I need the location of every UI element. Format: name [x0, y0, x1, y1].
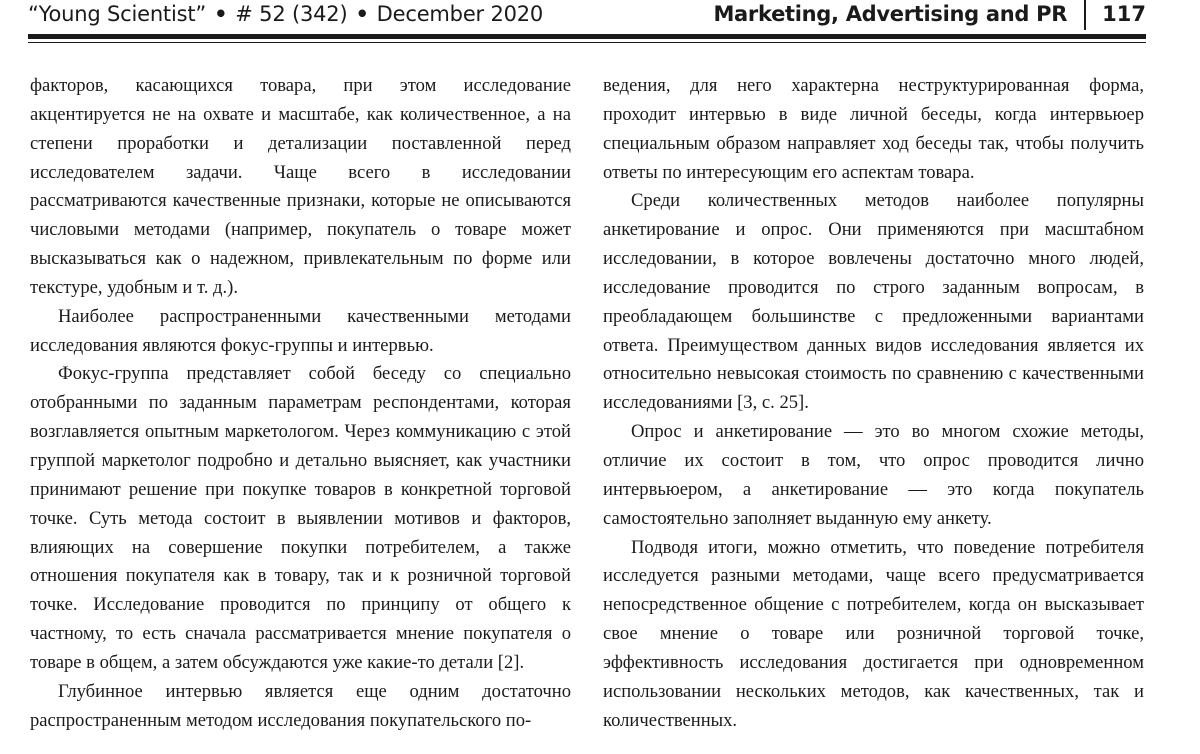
paragraph: Подводя итоги, можно отметить, что поведение потребителя исследуется разными методами, чаще всего предусматривается непосредственное общение с потребителем, когда он высказывает свое мнение о товаре или розничной торговой точке, эффективность исследования достигается при одновременном использовании нескольких методов, как качественных, так и количественных.: [603, 536, 1144, 731]
issue-date: December 2020: [376, 2, 544, 26]
issue-number: # 52 (342): [235, 2, 348, 26]
paragraph: факторов, касающихся товара, при этом исследование акцентируется не на охвате и масштабе, как количественное, а на степени проработки и детализации поставленной перед исследователем задачи. Чаще всего в исследовании рассматриваются качественные признаки, которые не описываются числовыми методами (например, покупатель о товаре может высказываться как о надежном, привлекательным по форме или текстуре, удобным и т. д.).: [30, 75, 571, 298]
journal-title: “Young Scientist”: [28, 2, 207, 26]
header-rule-thick: [28, 34, 1146, 39]
separator-dot-icon: •: [355, 2, 369, 26]
left-column: [30, 72, 571, 735]
paragraph: Глубинное интервью является еще одним достаточно распространенным методом исследования покупательского по-: [30, 680, 571, 731]
paragraph: Среди количественных методов наиболее популярны анкетирование и опрос. Они применяются при масштабном исследовании, в которое вовлечены достаточно много людей, исследование проводится по строго заданным вопросам, в преобладающем большинстве с предложенными вариантами ответа. Преимуществом данных видов исследования является их относительно невысокая стоимость по сравнению с качественными исследованиями [3, с. 25].: [603, 190, 1144, 414]
separator-dot-icon: •: [214, 2, 228, 26]
header-divider: [1084, 0, 1086, 30]
page-number: 117: [1102, 2, 1146, 26]
paragraph: ведения, для него характерна неструктурированная форма, проходит интервью в виде личной беседы, когда интервьюер специальным образом направляет ход беседы так, чтобы получить ответы по интересующим его аспектам товара.: [603, 75, 1144, 183]
running-header-right: [713, 0, 1146, 30]
running-header: [28, 0, 1146, 36]
running-header-left: [28, 0, 543, 28]
paragraph: Опрос и анкетирование — это во многом схожие методы, отличие их состоит в том, что опрос проводится лично интервьюером, а анкетирование — это когда покупатель самостоятельно заполняет выданную ему анкету.: [603, 421, 1144, 529]
section-title: Marketing, Advertising and PR: [713, 2, 1068, 26]
right-column: [603, 72, 1144, 735]
header-rule-thin: [28, 42, 1146, 43]
paragraph: Наиболее распространенными качественными методами исследования являются фокус-группы и интервью.: [30, 305, 571, 356]
paragraph: Фокус-группа представляет собой беседу со специально отобранными по заданным параметрам респондентами, которая возглавляется опытным маркетологом. Через коммуникацию с этой группой маркетолог подробно и детально выясняет, как участники принимают решение при покупке товаров в конкретной торговой точке. Суть метода состоит в выявлении мотивов и факторов, влияющих на совершение покупки потребителем, а также отношения покупателя как в товару, так и к розничной торговой точке. Исследование проводится по принципу от общего к частному, то есть сначала рассматривается мнение покупателя о товаре в общем, а затем обсуждаются уже какие-то детали [2].: [30, 363, 571, 673]
